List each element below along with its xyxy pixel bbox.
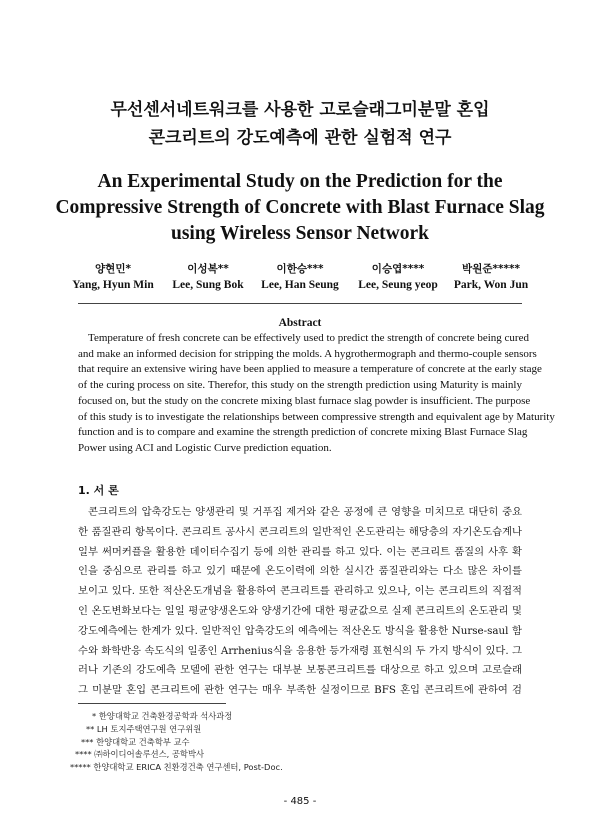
footnote-2: ** LH 토지주택연구원 연구위원 <box>86 723 202 734</box>
english-title-line-3: using Wireless Sensor Network <box>170 223 430 244</box>
abstract-line: and make an informed decision for stripping the molds. A hygrothermograph and thermo-couple sensors <box>78 347 537 360</box>
korean-title-line-1: 무선센서네트워크를 사용한 고로슬래그미분말 혼입 <box>110 100 490 120</box>
abstract-heading: Abstract <box>278 317 322 329</box>
abstract-line: of this study is to investigate the relationships between compressive strength and equivalent age by Maturity <box>78 410 555 423</box>
section-heading-introduction: 1. 서 론 <box>78 484 119 497</box>
introduction-line: 한 품질관리 항목이다. 콘크리트 공사시 콘크리트의 일반적인 온도관리는 해당층의 자기온도습계나 <box>78 525 522 538</box>
introduction-line: 그 미분말 혼입 콘크리트에 관한 연구는 매우 부족한 실정이므로 BFS 혼입 콘크리트에 관하여 검 <box>78 684 522 697</box>
author-4-korean-name: 이승엽**** <box>371 263 425 275</box>
author-2-korean-name: 이성복** <box>187 263 229 275</box>
author-5-korean-name: 박원준***** <box>462 263 520 275</box>
footnote-divider <box>78 703 226 704</box>
abstract-line: Temperature of fresh concrete can be effectively used to predict the strength of concrete being cured <box>88 332 529 344</box>
author-4-english-name: Lee, Seung yeop <box>358 279 438 291</box>
page-number: - 485 - <box>283 796 317 807</box>
footnote-3: *** 한양대학교 건축학부 교수 <box>81 736 190 747</box>
english-title-line-1: An Experimental Study on the Prediction for the <box>97 171 503 192</box>
introduction-line: 수와 화학반응 속도식의 일종인 Arrhenius식을 응용한 등가재령 표현식의 두 가지 방식이 있다. 그 <box>78 644 522 657</box>
author-5 <box>436 262 546 293</box>
author-divider <box>78 303 522 304</box>
author-3 <box>245 262 355 293</box>
abstract-body <box>78 331 555 457</box>
introduction-line: 인 온도변화보다는 일일 평균양생온도와 양생기간에 대한 평균값으로 실제 콘크리트의 온도관리 및 <box>78 604 522 617</box>
author-3-english-name: Lee, Han Seung <box>261 279 339 291</box>
footnote-1: * 한양대학교 건축환경공학과 석사과정 <box>92 711 233 721</box>
introduction-body <box>78 503 522 701</box>
abstract-line: Power using ACI and Logistic Curve prediction equation. <box>78 441 332 454</box>
footnotes <box>70 710 370 774</box>
abstract-line: focused on, but the study on the concrete mixing blast furnace slag powder is insufficient. The purpose <box>78 394 531 407</box>
abstract-line: of the curing process on site. Therefor, this study on the strength prediction using Maturity is mainly <box>78 379 522 392</box>
author-2-english-name: Lee, Sung Bok <box>172 279 244 291</box>
introduction-line: 일부 써머커플을 활용한 데이터수집기 등에 의한 관리를 하고 있다. 이는 콘크리트 품질의 사후 확 <box>78 545 522 558</box>
english-title-line-2: Compressive Strength of Concrete with Blast Furnace Slag <box>55 197 545 218</box>
author-5-english-name: Park, Won Jun <box>453 279 529 291</box>
abstract-line: function and is to compare and examine the strength prediction of concrete mixing Blast Furnace Slag <box>78 426 528 439</box>
introduction-line: 보이고 있다. 또한 적산온도개념을 활용하여 콘크리트를 관리하고 있으나, 이는 콘크리트의 직접적 <box>78 585 522 598</box>
abstract-line: that require an extensive wiring have been applied to measure a temperature of concrete at the early stage <box>78 363 542 376</box>
footnote-5: ***** 한양대학교 ERICA 친환경건축 연구센터, Post-Doc. <box>70 762 283 773</box>
introduction-line: 인을 중심으로 관리를 하고 있기 때문에 온도이력에 의한 실시간 품질관리와는 다소 많은 차이를 <box>78 565 522 578</box>
korean-title-line-2: 콘크리트의 강도예측에 관한 실험적 연구 <box>148 128 452 148</box>
introduction-line: 콘크리트의 압축강도는 양생관리 및 거푸집 제거와 같은 공정에 큰 영향을 미치므로 대단히 중요 <box>88 506 522 518</box>
author-1-english-name: Yang, Hyun Min <box>72 279 154 291</box>
author-1-korean-name: 양현민* <box>95 263 131 275</box>
author-1 <box>58 262 168 293</box>
author-3-korean-name: 이한승*** <box>276 263 324 275</box>
introduction-line: 강도예측에는 한계가 있다. 일반적인 압축강도의 예측에는 적산온도 방식을 활용한 Nurse-saul 함 <box>78 624 522 637</box>
introduction-line: 러나 기존의 강도예측 모델에 관한 연구는 대부분 보통콘크리트를 대상으로 하고 있으며 고로슬래 <box>78 664 522 677</box>
footnote-4: **** ㈜하이디어솔루션스, 공학박사 <box>75 749 204 760</box>
